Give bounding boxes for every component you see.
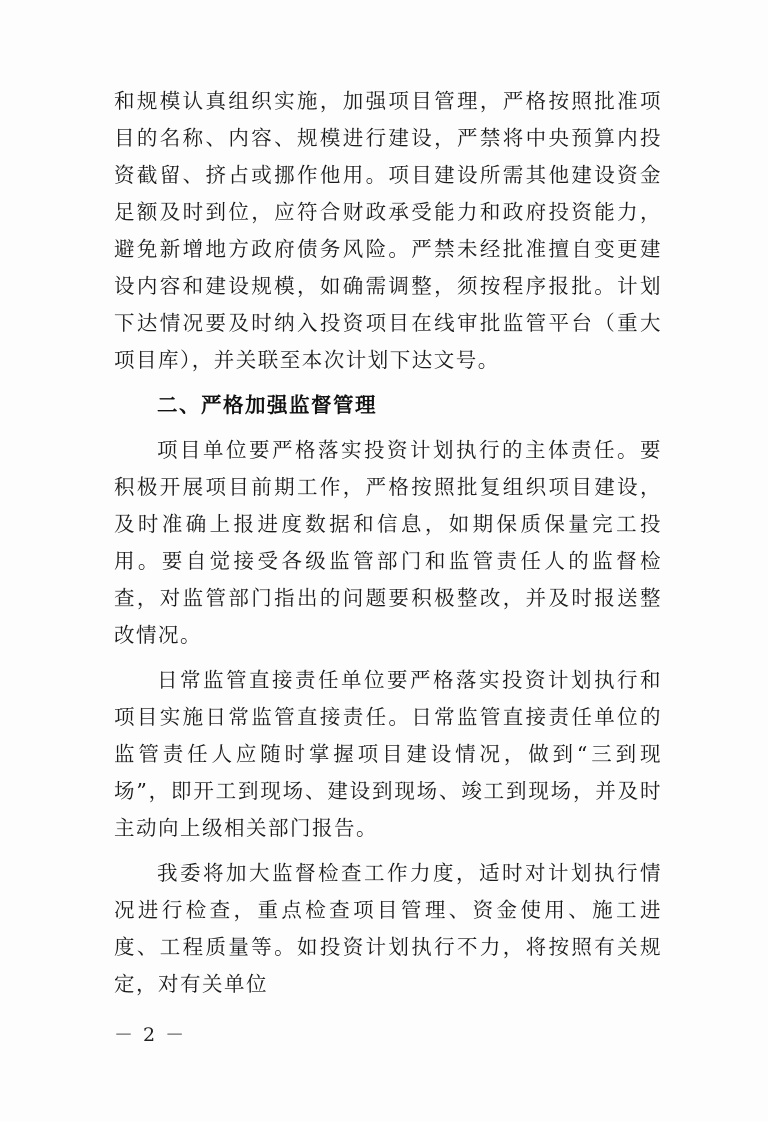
spacer <box>114 654 662 662</box>
paragraph-project-unit-responsibility: 项目单位要严格落实投资计划执行的主体责任。要积极开展项目前期工作，严格按照批复组织项目建设，及时准确上报进度数据和信息，如期保质保量完工投用。要自觉接受各级监管部门和监管责任人的监督检查，对监管部门指出的问题要积极整改，并及时报送整改情况。 <box>114 438 662 647</box>
spacer <box>114 847 662 855</box>
page-number: － 2 － <box>114 1024 187 1046</box>
spacer <box>114 424 662 432</box>
document-body <box>114 83 662 1003</box>
section-heading-supervision: 二、严格加强监督管理 <box>157 393 377 417</box>
paragraph-project-implementation: 和规模认真组织实施，加强项目管理，严格按照批准项目的名称、内容、规模进行建设，严禁将中央预算内投资截留、挤占或挪作他用。项目建设所需其他建设资金足额及时到位，应符合财政承受能力和政府投资能力，避免新增地方政府债务风险。严禁未经批准擅自变更建设内容和建设规模，如确需调整，须按程序报批。计划下达情况要及时纳入投资项目在线审批监管平台（重大项目库），并关联至本次计划下达文号。 <box>114 89 662 372</box>
paragraph-daily-supervision: 日常监管直接责任单位要严格落实投资计划执行和项目实施日常监管直接责任。日常监管直接责任单位的监管责任人应随时掌握项目建设情况，做到“三到现场”，即开工到现场、建设到现场、竣工到现场，并及时主动向上级相关部门报告。 <box>114 668 662 840</box>
paragraph-commission-inspection: 我委将加大监督检查工作力度，适时对计划执行情况进行检查，重点检查项目管理、资金使用、施工进度、工程质量等。如投资计划执行不力，将按照有关规定，对有关单位 <box>114 861 662 996</box>
spacer <box>114 379 662 387</box>
